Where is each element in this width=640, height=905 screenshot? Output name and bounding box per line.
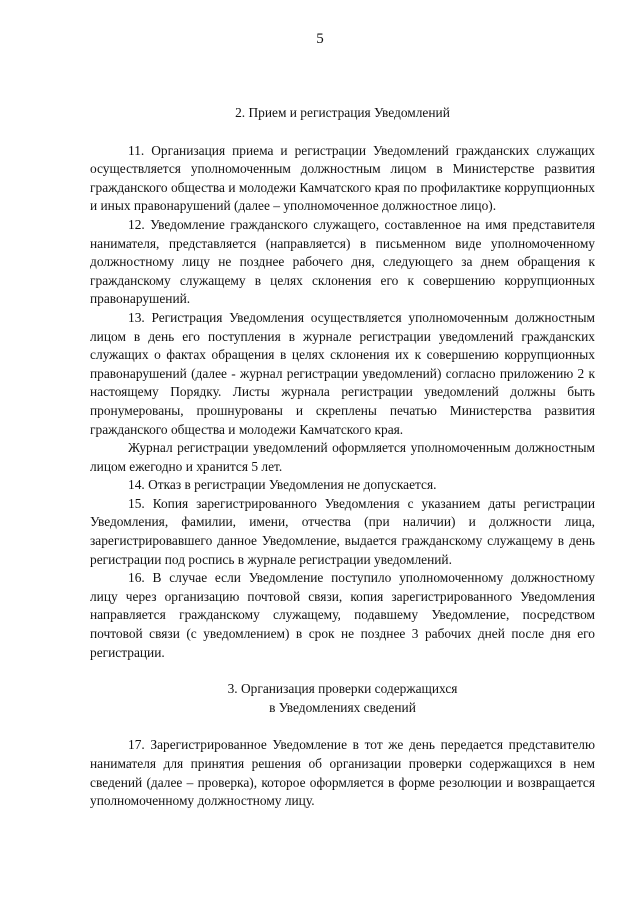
section-2-heading: 2. Прием и регистрация Уведомлений (235, 105, 450, 120)
paragraph-11: 11. Организация приема и регистрации Уведомлений гражданских служащих осуществляется уполномоченным должностным лицом в Министерстве развития гражданского общества и молодежи Камчатского края по профилактике коррупционных и иных правонарушений (далее – уполномоченное должностное лицо). (90, 142, 595, 214)
paragraph-15: 15. Копия зарегистрированного Уведомления с указанием даты регистрации Уведомления, фамилии, имени, отчества (при наличии) и должности лица, зарегистрировавшего данное Уведомление, выдается гражданскому служащему в день регистрации под роспись в журнале регистрации уведомлений. (90, 495, 595, 567)
page-number: 5 (316, 31, 324, 47)
paragraph-13: 13. Регистрация Уведомления осуществляется уполномоченным должностным лицом в день его поступления в журнале регистрации уведомлений гражданских служащих о фактах обращения в целях склонения их к совершению коррупционных правонарушений (далее - журнал регистрации уведомлений) согласно приложению 2 к настоящему Порядку. Листы журнала регистрации уведомлений должны быть пронумерованы, прошнурованы и скреплены печатью Министерства развития гражданского общества и молодежи Камчатского края. (90, 309, 595, 437)
paragraph-17: 17. Зарегистрированное Уведомление в тот же день передается представителю нанимателя для принятия решения об организации проверки содержащихся в нем сведений (далее – проверка), которое оформляется в форме резолюции и возвращается уполномоченному должностному лицу. (90, 737, 595, 809)
section-3-heading-line-2: в Уведомлениях сведений (269, 699, 416, 715)
paragraph-12: 12. Уведомление гражданского служащего, составленное на имя представителя нанимателя, представляется (направляется) в письменном виде уполномоченному должностному лицу не позднее рабочего дня, следующего за днем обращения к гражданскому служащему в целях склонения его к совершению коррупционных правонарушений. (90, 216, 595, 307)
paragraph-14: 14. Отказ в регистрации Уведомления не допускается. (128, 477, 437, 493)
document-body (90, 104, 595, 811)
paragraph-16: 16. В случае если Уведомление поступило уполномоченному должностному лицу через организацию почтовой связи, копия зарегистрированного Уведомления направляется гражданскому служащему, подавшему Уведомление, посредством почтовой связи (с уведомлением) в срок не позднее 3 рабочих дней после дня его регистрации. (90, 570, 595, 660)
section-3-heading-line-1: 3. Организация проверки содержащихся (227, 681, 458, 697)
section-3-heading (90, 680, 595, 717)
paragraph-journal: Журнал регистрации уведомлений оформляется уполномоченным должностным лицом ежегодно и хранится 5 лет. (90, 440, 595, 474)
